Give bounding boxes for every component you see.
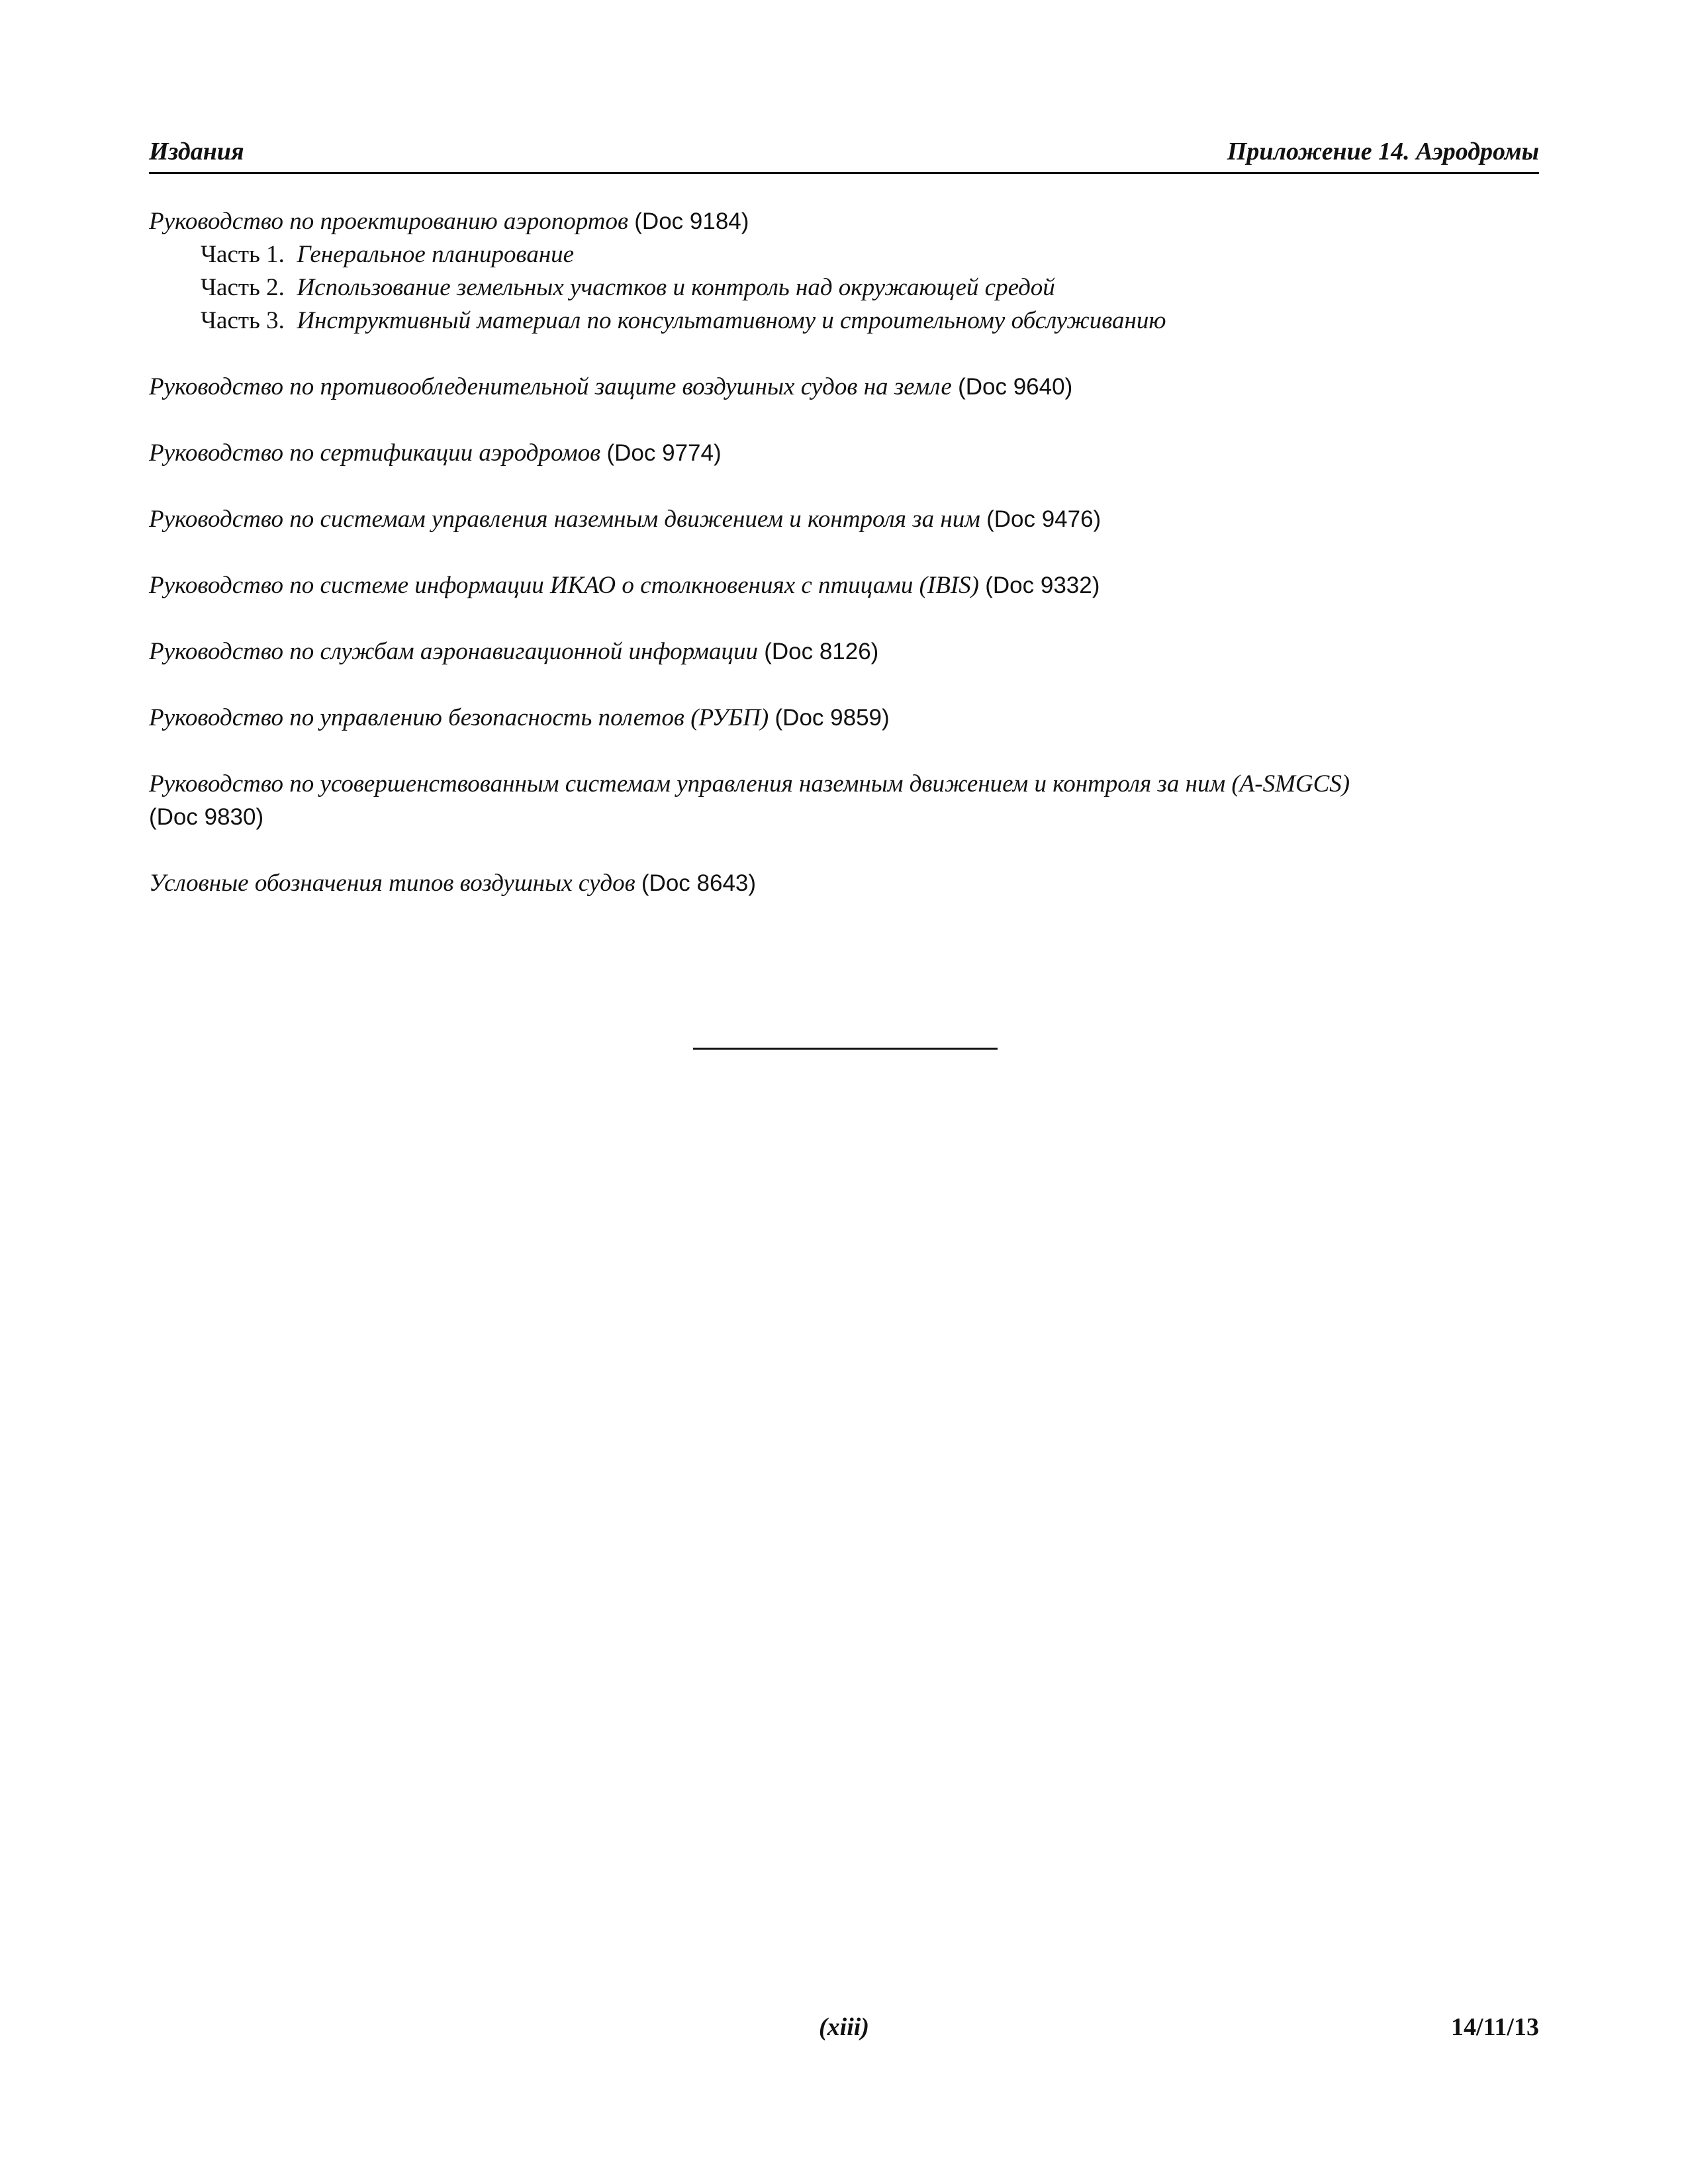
publications-list (149, 205, 1539, 933)
publication-doc-number: (Doc 9184) (634, 208, 749, 234)
part-label: Часть 2. (201, 274, 285, 301)
publication-title: Руководство по системе информации ИКАО о столкновениях с птицами (IBIS) (149, 572, 979, 599)
publication-doc-number: (Doc 9332) (985, 572, 1100, 598)
publication-entry (149, 503, 1539, 536)
publication-title: Руководство по службам аэронавигационной информации (149, 638, 758, 665)
publication-title: Руководство по усовершенствованным системам управления наземным движением и контроля за ним (A-SMGCS) (149, 770, 1350, 797)
publication-part (201, 238, 1539, 271)
publication-entry (149, 702, 1539, 735)
publication-entry (149, 768, 1539, 834)
publication-doc-number: (Doc 8643) (641, 870, 757, 896)
publication-doc-number: (Doc 9640) (958, 374, 1073, 400)
publication-title: Руководство по сертификации аэродромов (149, 439, 601, 467)
publication-entry (149, 569, 1539, 602)
part-label: Часть 1. (201, 241, 285, 268)
publication-title: Условные обозначения типов воздушных судов (149, 870, 635, 897)
page-number: (xiii) (819, 2013, 869, 2041)
publication-doc-number: (Doc 9476) (986, 506, 1102, 532)
publication-doc-number: (Doc 9830) (149, 804, 264, 830)
publication-doc-number: (Doc 9859) (774, 705, 890, 731)
publication-part (201, 304, 1539, 338)
publication-title: Руководство по системам управления наземным движением и контроля за ним (149, 506, 980, 533)
publication-title: Руководство по проектированию аэропортов (149, 208, 629, 235)
page-header (149, 132, 1539, 174)
header-document-title: Приложение 14. Аэродромы (1227, 138, 1539, 165)
publication-entry (149, 867, 1539, 900)
page-date: 14/11/13 (1450, 2013, 1539, 2041)
publication-title: Руководство по управлению безопасность полетов (РУБП) (149, 704, 769, 731)
publication-title: Руководство по противообледенительной защите воздушных судов на земле (149, 373, 952, 400)
publication-doc-number: (Doc 9774) (606, 440, 722, 466)
part-label: Часть 3. (201, 307, 285, 334)
publication-doc-number: (Doc 8126) (764, 639, 879, 664)
publication-parts (201, 238, 1539, 338)
part-title: Генеральное планирование (297, 241, 575, 268)
publication-entry (149, 371, 1539, 404)
publication-entry (149, 437, 1539, 470)
end-of-section-rule (693, 1048, 998, 1050)
part-title: Использование земельных участков и контроль над окружающей средой (297, 274, 1055, 301)
header-section-title: Издания (149, 138, 244, 165)
publication-entry (149, 205, 1539, 338)
publication-entry (149, 635, 1539, 668)
part-title: Инструктивный материал по консультативному и строительному обслуживанию (297, 307, 1166, 334)
publication-part (201, 271, 1539, 304)
